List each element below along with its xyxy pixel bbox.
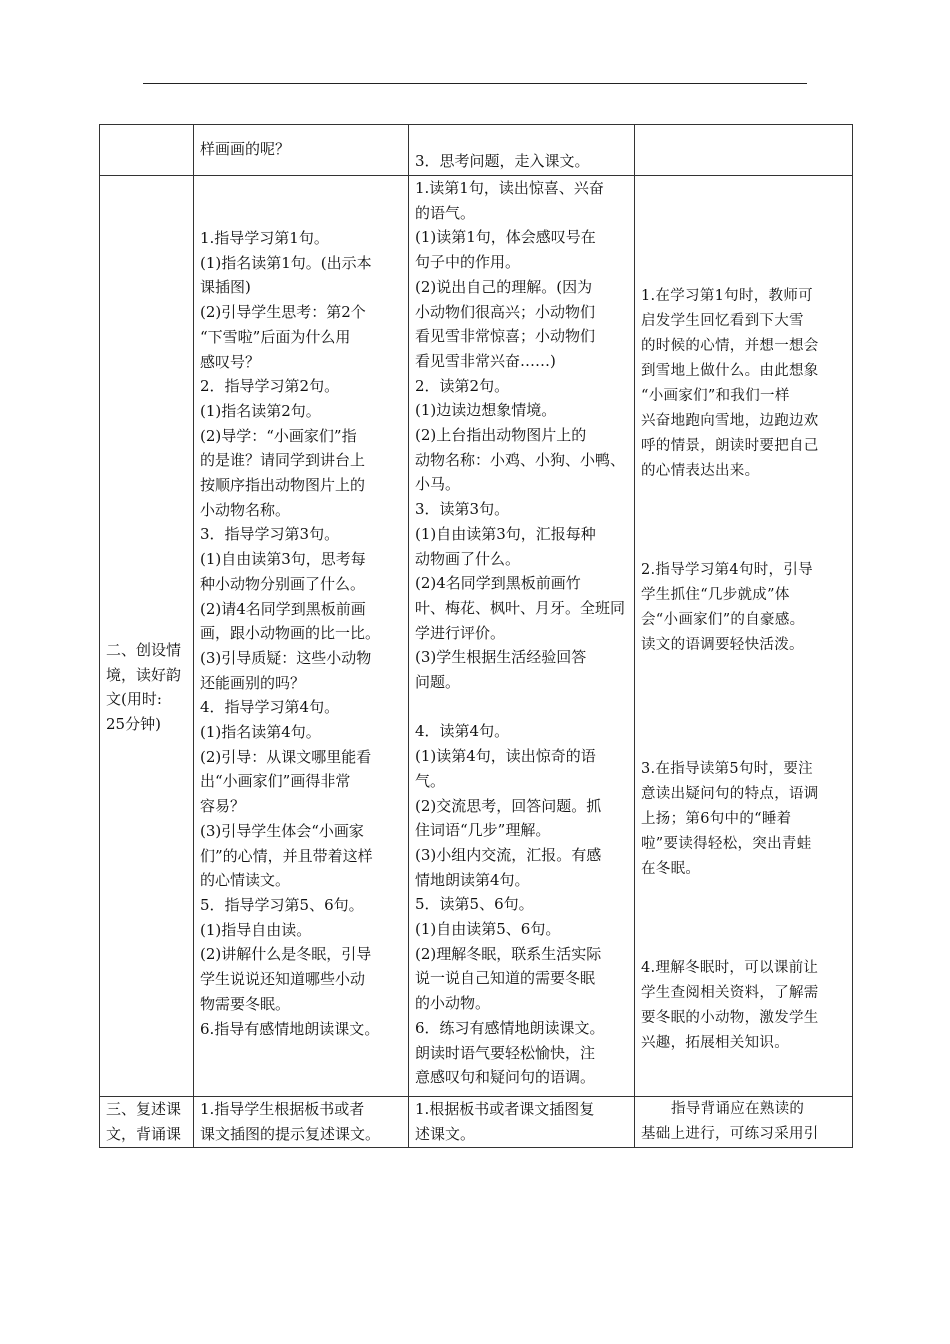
student-line: 学进行评价。 <box>415 623 506 642</box>
teacher-line: (1)指导自由读。 <box>200 920 312 939</box>
student-line: (1)读第4句，读出惊奇的语 <box>415 747 596 766</box>
student-line: 问题。 <box>415 673 461 692</box>
note-block <box>641 956 846 1056</box>
note-line: 意读出疑问句的特点，语调 <box>641 786 819 802</box>
teacher-line: 学生说说还知道哪些小动 <box>200 970 366 989</box>
note-line: 4.理解冬眠时，可以课前让 <box>641 960 819 976</box>
teacher-line: 5．指导学习第5、6句。 <box>200 895 364 914</box>
teacher-line: (2)引导学生思考：第2个 <box>200 303 366 322</box>
teacher-line: 出“小画家们”画得非常 <box>200 772 351 791</box>
teacher-line: 6.指导有感情地朗读课文。 <box>200 1019 380 1038</box>
teacher-line: 4．指导学习第4句。 <box>200 698 340 717</box>
teacher-line: 的心情读文。 <box>200 871 291 890</box>
stage-line: 文，背诵课 <box>106 1124 182 1143</box>
student-line: 1.根据板书或者课文插图复 <box>415 1100 595 1118</box>
student-line: 句子中的作用。 <box>415 253 521 272</box>
student-line: (2)理解冬眠，联系生活实际 <box>415 944 602 963</box>
student-line: (2)交流思考，回答问题。抓 <box>415 796 602 815</box>
table-row <box>100 125 853 176</box>
stage-line: 文(用时: <box>106 690 162 709</box>
teacher-line: “下雪啦”后面为什么用 <box>200 327 351 346</box>
student-cell <box>409 1097 635 1148</box>
note-line: 兴趣，拓展相关知识。 <box>641 1035 789 1051</box>
teacher-cell <box>194 1097 409 1148</box>
teacher-line: 课文插图的提示复述课文。 <box>200 1124 381 1143</box>
student-line: 2．读第2句。 <box>415 376 510 395</box>
student-line: 5．读第5、6句。 <box>415 895 534 914</box>
teacher-line: 种小动物分别画了什么。 <box>200 574 366 593</box>
stage-line: 二、创设情 <box>106 641 182 659</box>
table-row <box>100 176 853 1097</box>
notes-cell <box>635 176 853 1097</box>
student-line: 住词语“几步”理解。 <box>415 821 551 840</box>
student-cell <box>409 125 635 176</box>
teacher-cell <box>194 176 409 1097</box>
student-line: 动物名称：小鸡、小狗、小鸭、 <box>415 450 626 469</box>
note-line: 1.在学习第1句时，教师可 <box>641 288 813 304</box>
teacher-line: 的是谁？请同学到讲台上 <box>200 451 366 470</box>
student-line: 小马。 <box>415 475 461 494</box>
teacher-line: 画，跟小动物画的比一比。 <box>200 624 381 643</box>
teacher-line: (2)讲解什么是冬眠，引导 <box>200 945 372 964</box>
student-line: 叶、梅花、枫叶、月牙。全班同 <box>415 598 626 617</box>
teacher-line: (3)引导学生体会“小画家 <box>200 821 364 840</box>
note-line: 基础上进行，可练习采用引 <box>641 1126 819 1142</box>
student-line: 述课文。 <box>415 1124 476 1143</box>
teacher-line: 容易？ <box>200 797 246 816</box>
teacher-line: (2)导学：“小画家们”指 <box>200 426 357 445</box>
student-line: 朗读时语气要轻松愉快，注 <box>415 1043 596 1062</box>
student-line: 情地朗读第4句。 <box>415 870 530 889</box>
student-line: 看见雪非常惊喜；小动物们 <box>415 327 596 346</box>
stage-line: 境，读好韵 <box>106 665 182 684</box>
student-line: (1)边读边想象情境。 <box>415 401 557 420</box>
student-line: (2)上台指出动物图片上的 <box>415 426 587 445</box>
note-line: 兴奋地跑向雪地，边跑边欢 <box>641 413 819 429</box>
teacher-line: 物需要冬眠。 <box>200 994 291 1013</box>
note-line: 要冬眠的小动物，激发学生 <box>641 1010 819 1026</box>
note-line: 启发学生回忆看到下大雪 <box>641 313 804 329</box>
student-line: 4．读第4句。 <box>415 722 510 741</box>
teacher-line: (2)引导：从课文哪里能看 <box>200 747 372 766</box>
student-line: 6．练习有感情地朗读课文。 <box>415 1018 605 1037</box>
student-line: (1)自由读第5、6句。 <box>415 920 561 939</box>
teacher-line: 还能画别的吗？ <box>200 673 306 692</box>
note-block <box>641 558 846 658</box>
teacher-line: 1.指导学生根据板书或者 <box>200 1100 365 1118</box>
notes-cell <box>635 125 853 176</box>
stage-line: 25分钟) <box>106 715 161 734</box>
stage-cell <box>100 176 194 1097</box>
teacher-cell <box>194 125 409 176</box>
note-block <box>641 284 846 484</box>
notes-cell <box>635 1097 853 1148</box>
student-line: 看见雪非常兴奋……) <box>415 351 556 370</box>
student-line: 小动物们很高兴；小动物们 <box>415 302 596 321</box>
teacher-line: 3．指导学习第3句。 <box>200 525 340 544</box>
student-line: (1)自由读第3句，汇报每种 <box>415 524 596 543</box>
note-line: 的时候的心情，并想一想会 <box>641 338 819 354</box>
stage-cell <box>100 125 194 176</box>
teacher-line: 课插图) <box>200 278 251 297</box>
note-line: “小画家们”和我们一样 <box>641 388 790 404</box>
teacher-line: (3)引导质疑：这些小动物 <box>200 648 372 667</box>
teacher-line: 1.指导学习第1句。 <box>200 229 329 247</box>
teacher-line: 们”的心情，并且带着这样 <box>200 846 373 865</box>
student-line <box>415 695 628 720</box>
teacher-line: (1)指名读第4句。 <box>200 723 321 742</box>
note-line: 在冬眠。 <box>641 861 701 877</box>
student-cell <box>409 176 635 1097</box>
student-line: 1.读第1句，读出惊喜、兴奋 <box>415 179 604 197</box>
stage-line: 三、复述课 <box>106 1100 182 1118</box>
teacher-line: 样画画的呢？ <box>200 140 291 158</box>
student-line: (1)读第1句，体会感叹号在 <box>415 228 596 247</box>
student-line: 说一说自己知道的需要冬眠 <box>415 969 596 988</box>
note-line: 3.在指导读第5句时，要注 <box>641 761 813 777</box>
student-line: 意感叹句和疑问句的语调。 <box>415 1068 596 1087</box>
student-line: 动物画了什么。 <box>415 549 521 568</box>
teacher-line: (1)自由读第3句，思考每 <box>200 550 366 569</box>
note-block <box>641 757 846 882</box>
teacher-line: 感叹号？ <box>200 352 261 371</box>
teacher-line: 小动物名称。 <box>200 500 291 519</box>
table-row <box>100 1097 853 1148</box>
student-line: (3)小组内交流，汇报。有感 <box>415 845 602 864</box>
note-line: 2.指导学习第4句时，引导 <box>641 562 813 578</box>
student-line: 的小动物。 <box>415 994 491 1013</box>
teacher-line: 按顺序指出动物图片上的 <box>200 476 366 495</box>
note-line: 指导背诵应在熟读的 <box>671 1101 805 1117</box>
note-line: 学生抓住“几步就成”体 <box>641 587 790 603</box>
student-line: 3．思考问题，走入课文。 <box>415 152 590 170</box>
note-line: 读文的语调要轻快活泼。 <box>641 637 804 653</box>
teacher-line: 2．指导学习第2句。 <box>200 377 340 396</box>
header-rule <box>143 83 807 84</box>
note-line: 学生查阅相关资料，了解需 <box>641 985 819 1001</box>
student-line: 气。 <box>415 771 446 790</box>
student-line: 的语气。 <box>415 203 476 222</box>
lesson-plan-table <box>99 124 853 1148</box>
student-line: (2)说出自己的理解。(因为 <box>415 277 593 296</box>
note-line: 啦”要读得轻松，突出青蛙 <box>641 836 812 852</box>
teacher-line: (2)请4名同学到黑板前画 <box>200 599 366 618</box>
note-line: 呼的情景，朗读时要把自己 <box>641 438 819 454</box>
teacher-line: (1)指名读第2句。 <box>200 401 321 420</box>
student-line: (3)学生根据生活经验回答 <box>415 648 587 667</box>
note-line: 到雪地上做什么。由此想象 <box>641 363 819 379</box>
student-line: (2)4名同学到黑板前画竹 <box>415 574 581 593</box>
teacher-line: (1)指名读第1句。(出示本 <box>200 253 372 272</box>
note-line: 上扬；第6句中的“睡着 <box>641 811 792 827</box>
student-line: 3．读第3句。 <box>415 500 510 519</box>
stage-cell <box>100 1097 194 1148</box>
note-line: 的心情表达出来。 <box>641 463 760 479</box>
note-line: 会“小画家们”的自豪感。 <box>641 612 805 628</box>
